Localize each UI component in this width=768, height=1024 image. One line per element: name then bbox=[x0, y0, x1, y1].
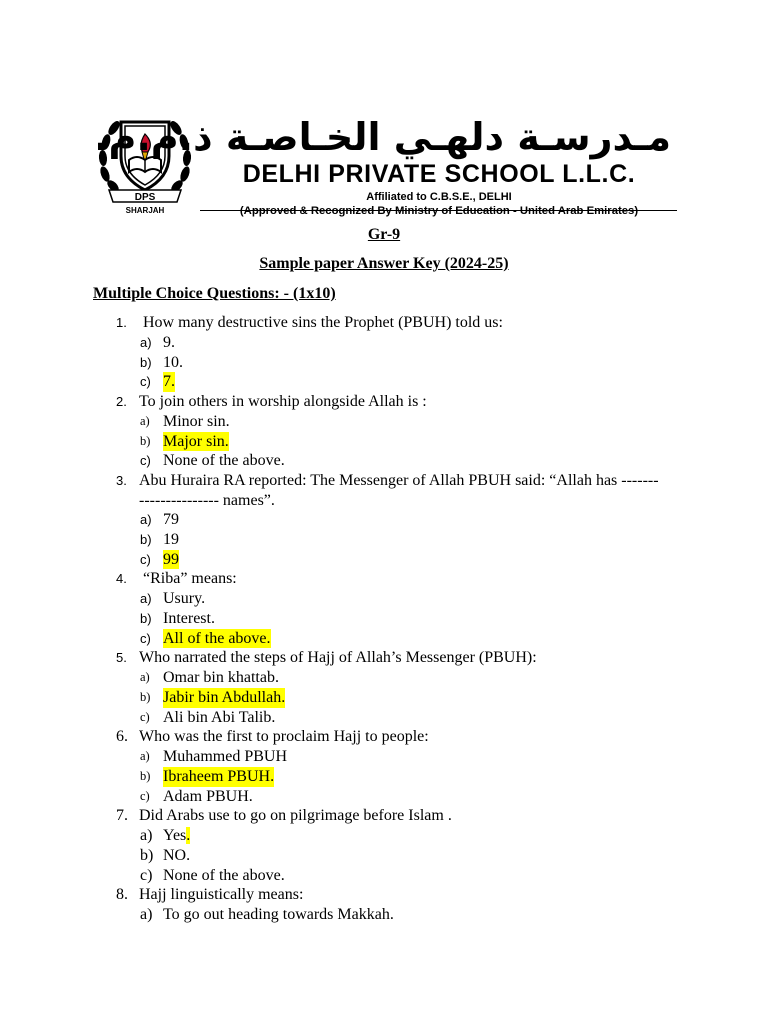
option-letter: c) bbox=[140, 788, 150, 803]
option-text: 9. bbox=[163, 334, 175, 351]
section-title: Multiple Choice Questions: - (1x10) bbox=[93, 285, 336, 302]
option-letter: c) bbox=[140, 866, 153, 884]
question-number: 4. bbox=[116, 571, 127, 587]
option-text: 19 bbox=[163, 530, 179, 548]
option-letter: a) bbox=[140, 512, 152, 528]
header-divider bbox=[200, 210, 677, 211]
question-text: Who was the first to proclaim Hajj to people: bbox=[139, 728, 429, 746]
option-letter: b) bbox=[140, 769, 151, 783]
school-affiliation: Affiliated to C.B.S.E., DELHI bbox=[366, 191, 512, 203]
option-letter: a) bbox=[140, 335, 152, 350]
question-number: 6. bbox=[116, 728, 128, 746]
option-letter: c) bbox=[140, 709, 150, 724]
correct-answer bbox=[163, 826, 190, 846]
option-letter: c) bbox=[140, 630, 151, 646]
option-text: None of the above. bbox=[163, 866, 285, 884]
question-text: Did Arabs use to go on pilgrimage before Islam . bbox=[139, 807, 452, 825]
option-text: Usury. bbox=[163, 590, 206, 608]
option-letter: c) bbox=[140, 551, 151, 567]
question-text: To join others in worship alongside Allah is : bbox=[139, 393, 427, 411]
option-letter: a) bbox=[140, 670, 150, 685]
option-text: None of the above. bbox=[163, 452, 285, 470]
option-letter: b) bbox=[140, 847, 154, 865]
option-letter: a) bbox=[140, 749, 150, 764]
question-5 bbox=[0, 648, 768, 727]
question-text: Abu Huraira RA reported: The Messenger of Allah PBUH said: “Allah has ---------------------- names”. bbox=[139, 472, 659, 509]
option-text: 79 bbox=[163, 511, 179, 529]
answer-highlight: . bbox=[186, 827, 191, 845]
question-number: 2. bbox=[116, 394, 127, 410]
correct-answer: 99 bbox=[163, 550, 179, 568]
question-1 bbox=[0, 313, 768, 392]
correct-answer: 7. bbox=[163, 373, 175, 391]
option-letter: b) bbox=[140, 531, 152, 547]
option-text: Omar bin khattab. bbox=[163, 669, 279, 687]
question-text: How many destructive sins the Prophet (PBUH) told us: bbox=[139, 314, 503, 331]
option-letter: a) bbox=[140, 414, 150, 429]
option-letter: a) bbox=[140, 906, 153, 924]
option-text: Ali bin Abi Talib. bbox=[163, 708, 276, 726]
question-number: 5. bbox=[116, 650, 127, 666]
question-text: “Riba” means: bbox=[139, 570, 237, 588]
question-6 bbox=[0, 727, 768, 806]
letterhead bbox=[95, 112, 677, 216]
option-text: NO. bbox=[163, 847, 191, 865]
option-letter: c) bbox=[140, 374, 151, 390]
option-text: Interest. bbox=[163, 609, 215, 627]
option-letter: a) bbox=[140, 591, 152, 607]
question-number: 8. bbox=[116, 886, 128, 904]
option-letter: c) bbox=[140, 453, 151, 469]
option-letter: b) bbox=[140, 610, 152, 626]
paper-title: Sample paper Answer Key (2024-25) bbox=[259, 255, 509, 272]
question-7 bbox=[0, 806, 768, 885]
correct-answer: Jabir bin Abdullah. bbox=[163, 688, 286, 706]
question-number: 1. bbox=[116, 315, 127, 330]
question-number: 7. bbox=[116, 807, 128, 825]
option-text: Muhammed PBUH bbox=[163, 748, 287, 766]
logo-city: SHARJAH bbox=[125, 206, 165, 215]
question-list bbox=[0, 313, 768, 925]
option-text: To go out heading towards Makkah. bbox=[163, 906, 394, 924]
school-name-arabic: مـدرسـة دلهـي الخـاصـة ذ.م.م. bbox=[94, 115, 671, 159]
question-text: Who narrated the steps of Hajj of Allah’s Messenger (PBUH): bbox=[139, 649, 537, 667]
question-3 bbox=[0, 471, 768, 569]
question-8 bbox=[0, 885, 768, 925]
question-2 bbox=[0, 392, 768, 471]
correct-answer: Ibraheem PBUH. bbox=[163, 768, 275, 785]
school-name: DELHI PRIVATE SCHOOL L.L.C. bbox=[242, 160, 636, 188]
option-letter: b) bbox=[140, 354, 152, 370]
question-number: 3. bbox=[116, 473, 127, 489]
question-4 bbox=[0, 569, 768, 648]
logo-abbreviation: DPS bbox=[134, 192, 156, 203]
option-text: 10. bbox=[163, 353, 183, 371]
correct-answer: Major sin. bbox=[163, 432, 229, 450]
school-approval: (Approved & Recognized By Ministry of Education - United Arab Emirates) bbox=[239, 205, 639, 217]
option-text: Minor sin. bbox=[163, 413, 230, 431]
option-text: Adam PBUH. bbox=[163, 787, 253, 805]
option-letter: a) bbox=[140, 827, 153, 845]
correct-answer: All of the above. bbox=[163, 629, 271, 647]
grade-title: Gr-9 bbox=[367, 226, 401, 243]
question-text: Hajj linguistically means: bbox=[139, 886, 304, 904]
option-letter: b) bbox=[140, 433, 151, 448]
answer-text: Yes bbox=[163, 827, 187, 845]
option-letter: b) bbox=[140, 689, 151, 704]
